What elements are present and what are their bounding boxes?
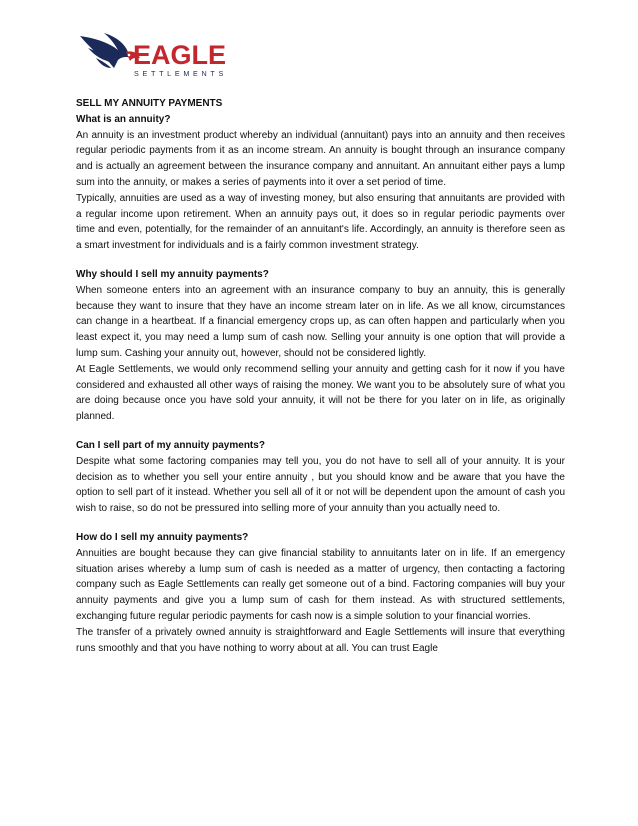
document-body (76, 96, 565, 669)
eagle-settlements-logo (74, 30, 244, 82)
paragraph: Despite what some factoring companies may tell you, you do not have to sell all of your annuity. It is your decision as to whether you sell your entire annuity , but you should know and be aware that you have the option to sell part of it instead. Whether you sell all of it or not will be dependent upon the amount of cash you wish to raise, so do not be pressured into selling more of your annuity than you actually need to. (76, 455, 565, 515)
page-title: SELL MY ANNUITY PAYMENTS (76, 98, 223, 109)
paragraph: Typically, annuities are used as a way of investing money, but also ensuring that annuitants are provided with a regular income upon retirement. When an annuity pays out, it does so in regular periodic payments over time and even, potentially, for the remainder of an annuitant's life. Accordingly, an annuity is therefore seen as a smart investment for individuals and is a fairly common investment strategy. (76, 192, 565, 252)
logo-subtext: SETTLEMENTS (134, 69, 228, 78)
paragraph: At Eagle Settlements, we would only recommend selling your annuity and getting cash for it now if you have considered and exhausted all other ways of raising the money. We want you to be absolutely sure of what you are doing because once you have sold your annuity, it will not be there for you later on in life, as originally planned. (76, 363, 565, 423)
section-why-sell (76, 267, 565, 425)
logo-word: EAGLE (133, 40, 227, 70)
section-heading: Can I sell part of my annuity payments? (76, 439, 265, 451)
paragraph: An annuity is an investment product whereby an individual (annuitant) pays into an annuity and then receives regular periodic payments from it as an income stream. An annuity is bought through an insurance company and is actually an agreement between the insurance company and annuitant. An annuitant either pays a lump sum into the annuity, or makes a series of payments into it over a set period of time. (76, 129, 565, 188)
paragraph: The transfer of a privately owned annuity is straightforward and Eagle Settlements will insure that everything runs smoothly and that you have nothing to worry about at all. You can trust Eagle (76, 626, 565, 654)
section-heading: How do I sell my annuity payments? (76, 531, 249, 543)
paragraph: Annuities are bought because they can give financial stability to annuitants later on in life. If an emergency situation arises whereby a lump sum of cash is needed as a matter of urgency, then contacting a factoring company such as Eagle Settlements can really get someone out of a bind. Factoring companies will buy your annuity payments and give you a lump sum of cash for them instead. As with structured settlements, exchanging future regular periodic payments for cash now is a simple solution to your financial worries. (76, 547, 565, 622)
eagle-head-icon (74, 30, 244, 82)
section-heading: What is an annuity? (76, 113, 171, 125)
section-what-is-annuity (76, 112, 565, 254)
section-how-to-sell (76, 530, 565, 656)
section-sell-part (76, 438, 565, 517)
section-heading: Why should I sell my annuity payments? (76, 268, 269, 280)
paragraph: When someone enters into an agreement with an insurance company to buy an annuity, this is generally because they want to insure that they have an income stream later on in life. As we all know, circumstances can change in a heartbeat. If a financial emergency crops up, as can often happen and particularly when you least expect it, you may need a lump sum of cash now. Selling your annuity is one option that will provide a lump sum. Cashing your annuity out, however, should not be considered lightly. (76, 284, 565, 359)
